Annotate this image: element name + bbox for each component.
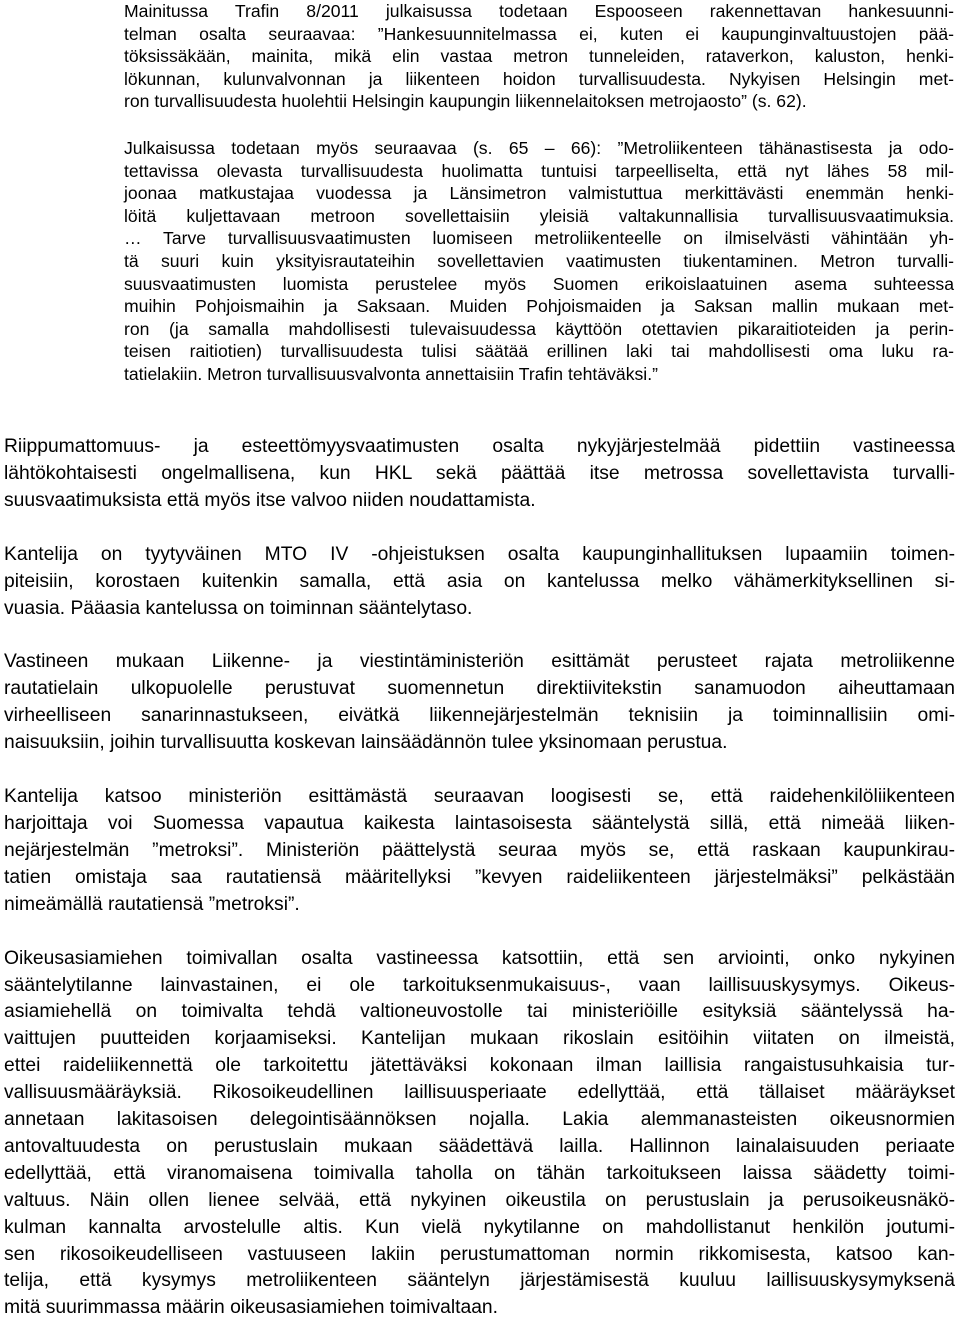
text-line: annetaan lakitasoisen delegointisäännöksen nojalla. Lakia alemmanasteisten oikeusnormien: [4, 1109, 955, 1131]
body-paragraph-3: [4, 649, 955, 757]
text-line: lähtökohtaisesti ongelmallisena, kun HKL sekä päättää itse metrossa sovellettavista turvalli-: [4, 462, 955, 484]
text-line: töksissäkään, mainita, mikä elin vastaa metron tunneleiden, rataverkon, kaluston, henki-: [124, 46, 954, 67]
body-paragraph-1: [4, 434, 955, 515]
text-line: suusvaatimusten luomista perustelee myös Suomen erikoislaatuinen asema suhteessa: [124, 273, 954, 294]
text-line: kulman kannalta arvostelulle altis. Kun vielä nykytilanne on mahdollistanut henkilön joutumi-: [4, 1216, 955, 1238]
text-line: rautatielain ulkopuolelle perustuvat suomennetun direktiivitekstin sanamuodon aiheuttamaan: [4, 678, 955, 700]
text-line: ron turvallisuudesta huolehtii Helsingin kaupungin liikennelaitoksen metrojaosto” (s. 62).: [124, 91, 807, 112]
indented-quote-block: [124, 0, 954, 386]
text-line: Oikeusasiamiehen toimivallan osalta vastineessa katsottiin, että sen arviointi, onko nykyinen: [4, 947, 955, 969]
text-line: Julkaisussa todetaan myös seuraavaa (s. 65 – 66): ”Metroliikenteen tähänastisesta ja odo-: [124, 137, 954, 158]
text-line: löitä kuljettavaan metroon sovellettaisiin yleisiä valtakunnallisia turvallisuusvaatimuksia.: [124, 205, 954, 226]
text-line: mitä suurimmassa määrin oikeusasiamiehen toimivaltaan.: [4, 1297, 499, 1319]
text-line: Vastineen mukaan Liikenne- ja viestintäministeriön esittämät perusteet rajata metroliikenne: [4, 651, 955, 673]
text-line: suusvaatimuksista että myös itse valvoo niiden noudattamista.: [4, 489, 536, 511]
text-line: tettavissa olevasta turvallisuudesta huolimatta tuntuisi tarpeelliselta, että nyt lähes 58 mil-: [124, 160, 954, 181]
text-line: virheelliseen sanarinnastukseen, eivätkä liikennejärjestelmän teknisiin ja toiminnallisiin omi-: [4, 705, 955, 727]
text-line: ron (ja samalla mahdollisesti tulevaisuudessa käyttöön otettavien pikaraitioteiden ja perin-: [124, 318, 954, 339]
text-line: … Tarve turvallisuusvaatimusten luomiseen metroliikenteelle on ilmiselvästi vähintään yh-: [124, 228, 954, 249]
text-line: harjoittaja voi Suomessa vapautua kaikesta laintasoisesta sääntelystä sillä, että nimeää liiken-: [4, 812, 955, 834]
quote-paragraph-2: [124, 137, 954, 386]
body-paragraph-4: [4, 784, 955, 919]
text-line: telija, että kysymys metroliikenteen sääntelyn järjestämisestä kuuluu laillisuuskysymyksenä: [4, 1270, 955, 1292]
text-line: ettei raideliikennettä ole tarkoitettu jätettäväksi kokonaan ilman laillisia rangaistusuhkaisia tur-: [4, 1055, 955, 1077]
text-line: vallisuusmääräyksiä. Rikosoikeudellinen laillisuusperiaate edellyttää, että tällaiset määräykset: [4, 1082, 955, 1104]
text-line: lökunnan, kulunvalvonnan ja liikenteen hoidon turvallisuudesta. Nykyisen Helsingin met-: [124, 68, 954, 89]
text-line: asiamiehellä on toimivalta tehdä valtioneuvostolle tai ministeriöille esityksiä sääntelyssä ha-: [4, 1001, 955, 1023]
text-line: sääntelytilanne lainvastainen, ei ole tarkoituksenmukaisuus-, vaan laillisuuskysymys. Oikeus-: [4, 974, 955, 996]
text-line: tä suuri kuin yksityisrautateihin sovellettavien vaatimusten tiukentaminen. Metron turvalli-: [124, 250, 954, 271]
quote-paragraph-1: [124, 0, 954, 113]
text-line: nejärjestelmän ”metroksi”. Ministeriön päättelystä seuraa myös se, että raskaan kaupunkirau-: [4, 839, 955, 861]
text-line: Kantelija on tyytyväinen MTO IV -ohjeistuksen osalta kaupunginhallituksen lupaamiin toimen-: [4, 543, 955, 565]
text-line: tatien omistaja saa rautatiensä määritellyksi ”kevyen raideliikenteen järjestelmäksi” pelkästään: [4, 866, 955, 888]
text-line: teisen raitiotien) turvallisuudesta tulisi säätää erillinen laki tai mahdollisesti oma luku ra-: [124, 341, 954, 362]
text-line: piteisiin, korostaen kuitenkin samalla, että asia on kantelussa melko vähämerkityksellinen si-: [4, 570, 955, 592]
text-line: valtuus. Näin ollen lienee selvää, että nykyinen oikeustila on perustuslain ja perusoikeusnäkö-: [4, 1189, 955, 1211]
text-line: Riippumattomuus- ja esteettömyysvaatimusten osalta nykyjärjestelmää pidettiin vastineessa: [4, 436, 955, 457]
body-paragraph-5: [4, 946, 955, 1322]
text-line: nimeämällä rautatiensä ”metroksi”.: [4, 893, 300, 915]
text-line: edellyttää, että viranomaisena toimivalla taholla on tähän tarkoitukseen laissa säädetty toimi-: [4, 1162, 955, 1184]
text-line: vuasia. Pääasia kantelussa on toiminnan sääntelytaso.: [4, 597, 473, 619]
body-text-block: [4, 434, 955, 1322]
text-line: tatielakiin. Metron turvallisuusvalvonta annettaisiin Trafin tehtäväksi.”: [124, 363, 658, 384]
text-line: antovaltuudesta on perustuslain mukaan säädettävä lailla. Hallinnon lainalaisuuden periaate: [4, 1135, 955, 1157]
text-line: joonaa matkustajaa vuodessa ja Länsimetron valmistuttua merkittävästi enemmän henki-: [124, 183, 954, 204]
text-line: telman osalta seuraavaa: ”Hankesuunnitelmassa ei, kuten ei kaupunginvaltuustojen pää-: [124, 23, 954, 44]
text-line: Mainitussa Trafin 8/2011 julkaisussa todetaan Espooseen rakennettavan hankesuunni-: [124, 1, 954, 21]
text-line: naisuuksiin, joihin turvallisuutta koskevan lainsäädännön tulee yksinomaan perustua.: [4, 732, 728, 754]
text-line: sen rikosoikeudelliseen vastuuseen lakiin perustumattoman normin rikkomisesta, katsoo kan-: [4, 1243, 955, 1265]
text-line: muihin Pohjoismaihin ja Saksaan. Muiden Pohjoismaiden ja Saksan mallin mukaan met-: [124, 296, 954, 317]
text-line: Kantelija katsoo ministeriön esittämästä seuraavan loogisesti se, että raidehenkilöliikenteen: [4, 786, 955, 808]
text-line: vaittujen puutteiden korjaamiseksi. Kantelijan mukaan rikoslain esitöihin viitaten on ilmeistä,: [4, 1028, 955, 1050]
body-paragraph-2: [4, 542, 955, 623]
